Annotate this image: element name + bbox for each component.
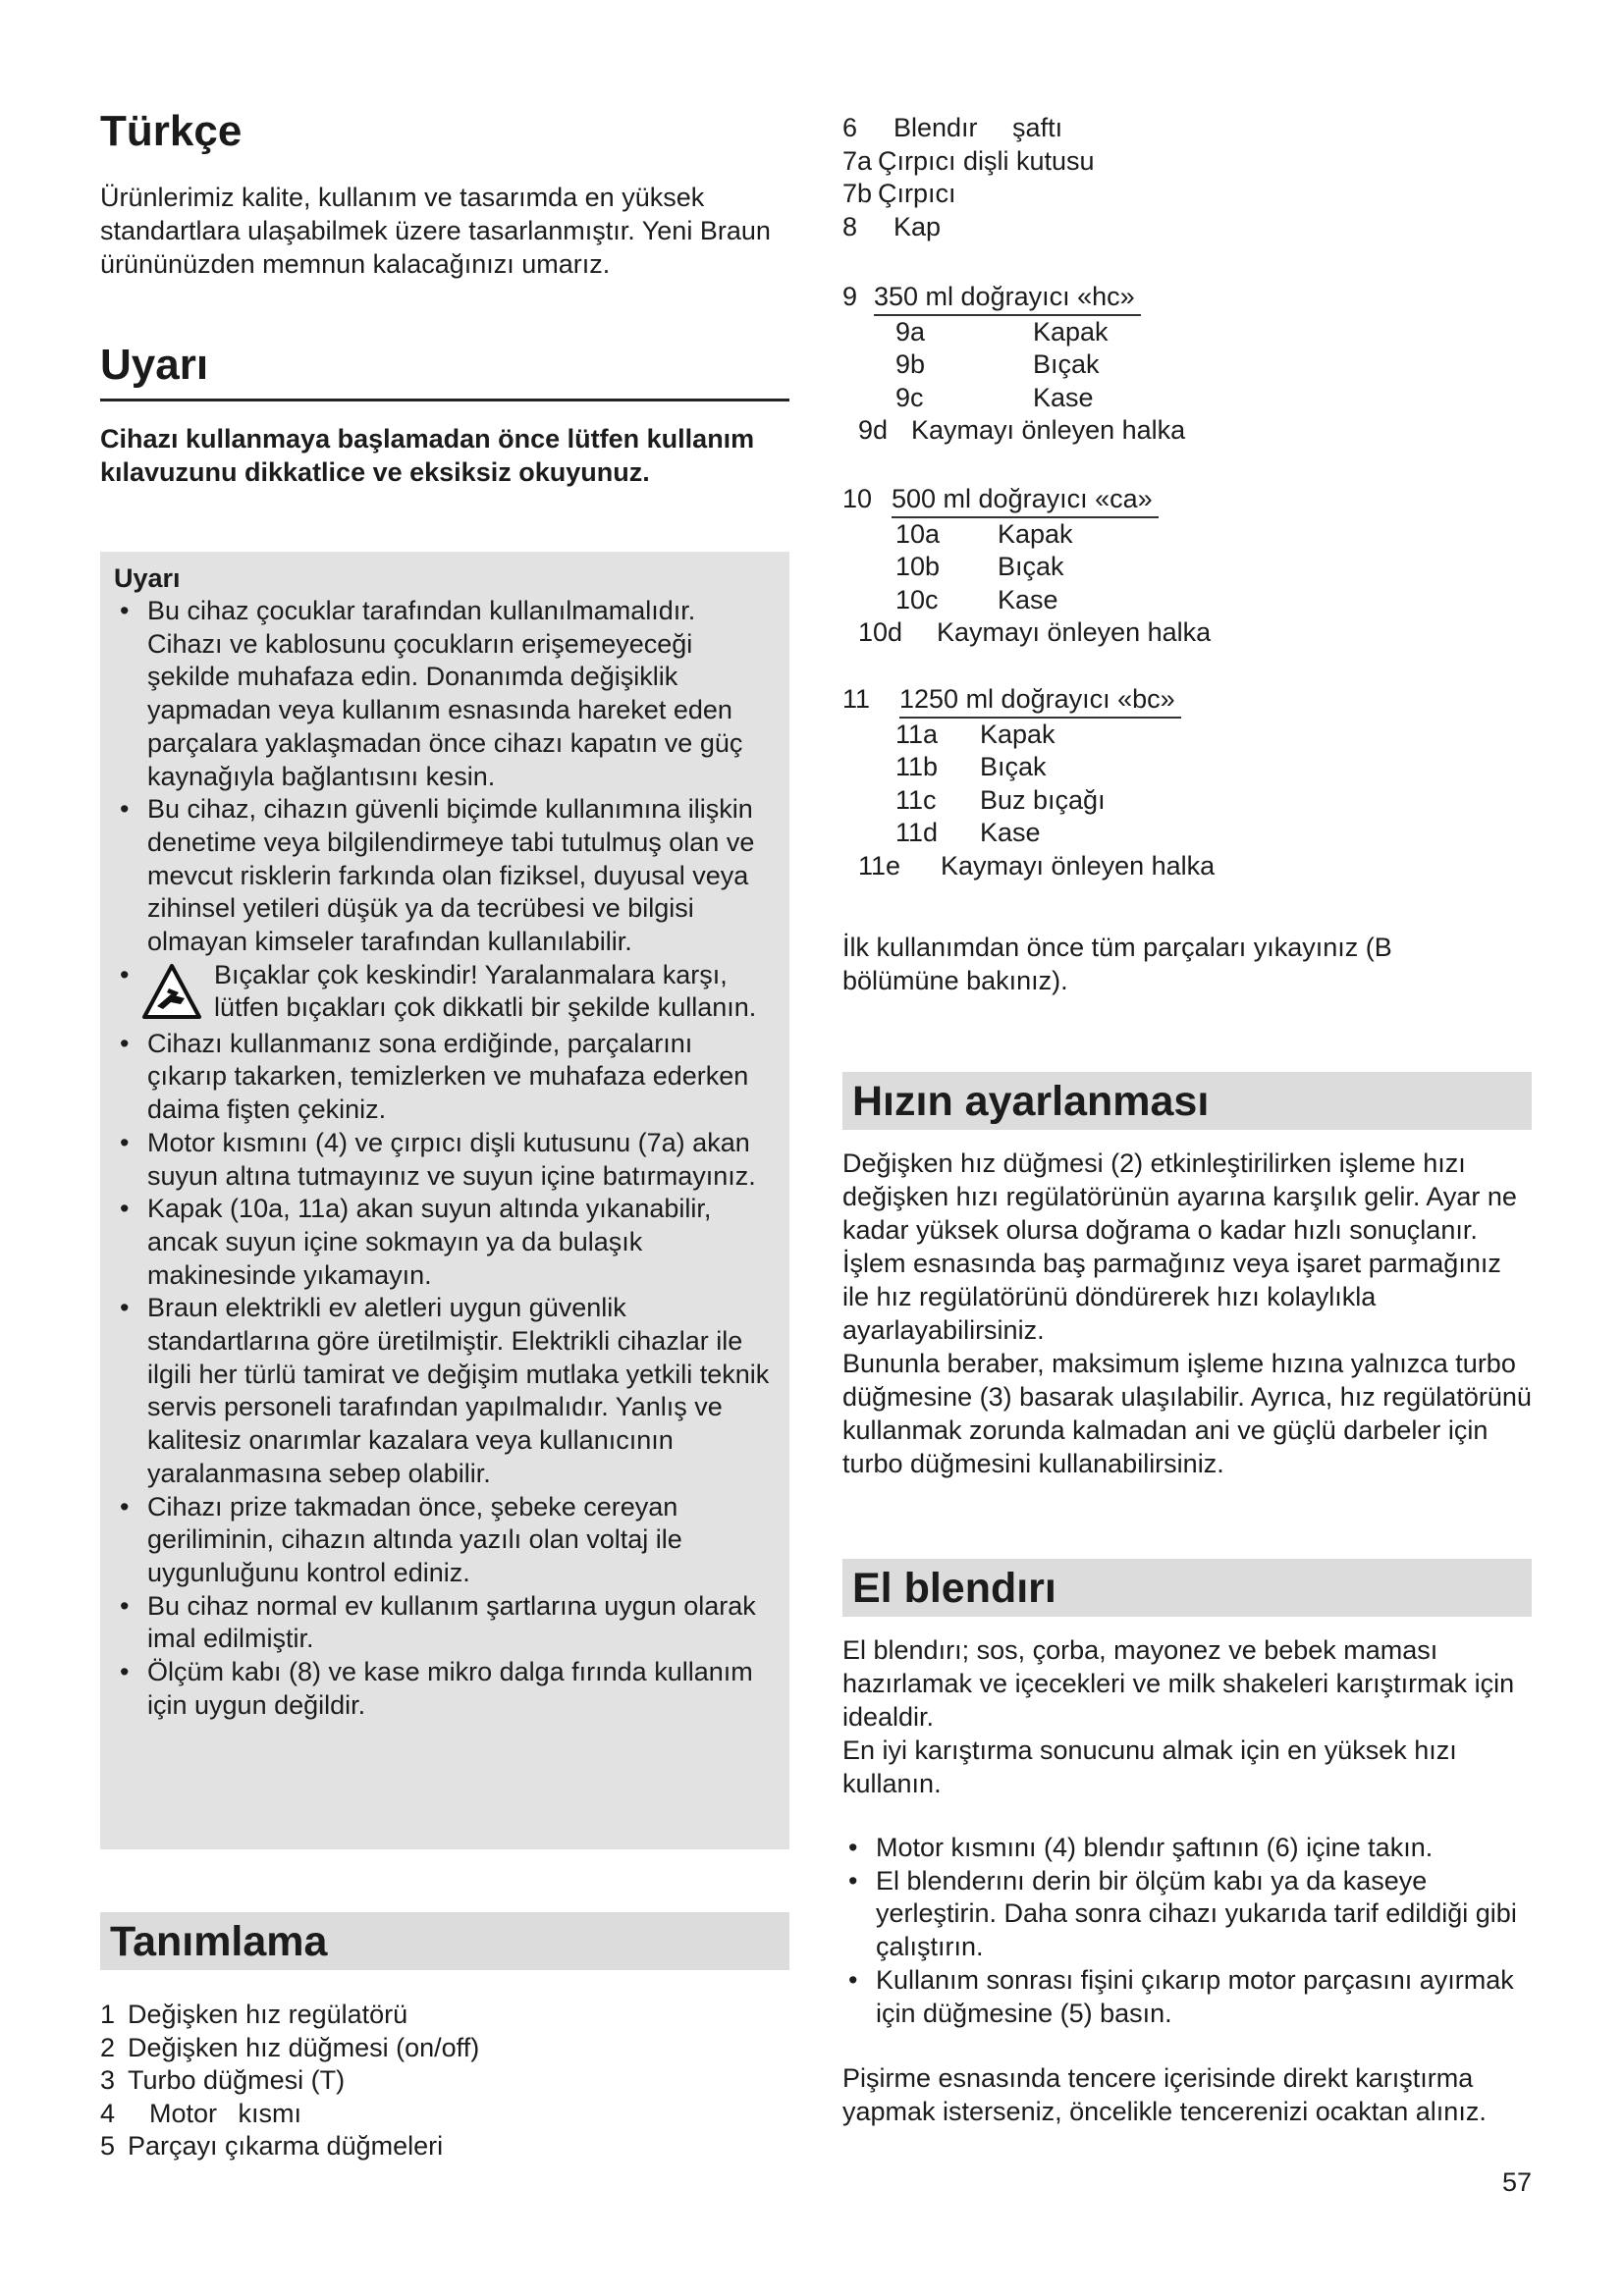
list-item: • El blenderını derin bir ölçüm kabı ya da kaseye yerleştirin. Daha sonra cihazı yukarıda tarif edildiği gibi çalıştırın.	[842, 1865, 1532, 1964]
list-item: 4 Motor kısmı	[100, 2098, 302, 2128]
list-item: 9b Bıçak	[895, 349, 1100, 380]
speed-text-2: Bununla beraber, maksimum işleme hızına yalnızca turbo düğmesine (3) basarak ulaşılabilir. Ayrıca, hız regülatörünü kullanmak zorunda kalmadan ani ve güçlü darbeler için turbo düğmesini kullanabilirsiniz.	[842, 1349, 1532, 1478]
list-item: • Bu cihaz çocuklar tarafından kullanılmamalıdır. Cihazı ve kablosunu çocukların erişemeyeceği şekilde muhafaza edin. Donanımda değişiklik yapmadan veya kullanım esnasında hareket eden parçalara yaklaşmadan önce cihazı kapatın ve güç kaynağıyla bağlantısını kesin.	[114, 595, 776, 793]
speed-section	[842, 1147, 1532, 1480]
warning-list	[114, 595, 776, 1723]
blender-list	[842, 1832, 1532, 2030]
list-item: 11b Bıçak	[895, 752, 1047, 782]
list-item: 6 Blendır şaftı	[842, 113, 1063, 142]
chopper-11-title: 1250 ml doğrayıcı «bc»	[899, 683, 1181, 719]
list-item: • Cihazı prize takmadan önce, şebeke cereyan geriliminin, cihazın altında yazılı olan voltaj ile uygunluğunu kontrol ediniz.	[114, 1491, 776, 1590]
list-item: 11a Kapak	[895, 719, 1056, 749]
parts-list-top	[842, 112, 1530, 243]
blender-text-2: En iyi karıştırma sonucunu almak için en yüksek hızı kullanın.	[842, 1735, 1457, 1798]
list-item: • Kullanım sonrası fişini çıkarıp motor parçasını ayırmak için düğmesine (5) basın.	[842, 1964, 1532, 2030]
blender-section	[842, 1633, 1532, 1800]
list-item: • Braun elektrikli ev aletleri uygun güvenlik standartlarına göre üretilmiştir. Elektrikli cihazlar ile ilgili her türlü tamirat ve değişim mutlaka yetkili teknik servis personeli tarafından yapılmalıdır. Yanlış ve kalitesiz onarımlar kazalara veya kullanıcının yaralanmasına sebep olabilir.	[114, 1292, 776, 1490]
list-item: • Motor kısmını (4) blendır şaftının (6) içine takın.	[842, 1832, 1532, 1865]
speed-heading: Hızın ayarlanması	[842, 1072, 1532, 1130]
warning-box	[100, 552, 789, 1849]
chopper-9-title: 350 ml doğrayıcı «hc»	[874, 281, 1141, 316]
chopper-10-title: 500 ml doğrayıcı «ca»	[892, 483, 1159, 518]
list-item: 11d Kase	[895, 818, 1041, 848]
warning-heading-block	[100, 342, 789, 401]
list-item: 2 Değişken hız düğmesi (on/off)	[100, 2032, 480, 2062]
intro-paragraph: Ürünlerimiz kalite, kullanım ve tasarımda en yüksek standartlara ulaşabilmek üzere tasarlanmıştır. Yeni Braun ürününüzden memnun kalacağınızı umarız.	[100, 183, 771, 279]
list-item: 11e Kaymayı önleyen halka	[858, 850, 1216, 881]
list-item	[114, 959, 776, 1025]
warning-bold-text: Cihazı kullanmaya başlamadan önce lütfen kullanım kılavuzunu dikkatlice ve eksiksiz okuyunuz.	[100, 424, 755, 487]
list-item: 9d Kaymayı önleyen halka	[858, 415, 1186, 446]
list-item: 7a Çırpıcı dişli kutusu	[842, 145, 1095, 176]
chopper-11-group: 11 1250 ml doğrayıcı «bc» 11a Kapak 11b Bıçak 11c Buz bıçağı 11d Kase 11e Kaymayı önleyen halka	[842, 683, 1530, 883]
speed-text: Değişken hız düğmesi (2) etkinleştirilirken işleme hızı değişken hızı regülatörünün ayarına karşılık gelir. Ayar ne kadar yüksek olursa doğrama o kadar hızlı sonuçlanır. İşlem esnasında baş parmağınız veya işaret parmağınız ile hız regülatörünü döndürerek hızı kolaylıkla ayarlayabilirsiniz.	[842, 1148, 1517, 1345]
cooking-note: Pişirme esnasında tencere içerisinde direkt karıştırma yapmak isterseniz, öncelikle tencerenizi ocaktan alınız.	[842, 2063, 1487, 2126]
chopper-10-group: 10 500 ml doğrayıcı «ca» 10a Kapak 10b Bıçak 10c Kase 10d Kaymayı önleyen halka	[842, 483, 1530, 650]
list-item: 1 Değişken hız regülatörü	[100, 2000, 408, 2029]
list-item: • Motor kısmını (4) ve çırpıcı dişli kutusunu (7a) akan suyun altına tutmayınız ve suyun içine batırmayınız.	[114, 1127, 776, 1193]
list-item: 10a Kapak	[895, 518, 1073, 549]
list-item: • Ölçüm kabı (8) ve kase mikro dalga fırında kullanım için uygun değildir.	[114, 1656, 776, 1722]
list-item: • Bu cihaz, cihazın güvenli biçimde kullanımına ilişkin denetime veya bilgilendirmeye tabi tutulmuş olan ve mevcut risklerin farkında olan fiziksel, duyusal veya zihinsel yetileri düşük ya da tecrübesi ve bilgisi olmayan kimseler tarafından kullanılabilir.	[114, 793, 776, 959]
page-number: 57	[1501, 2167, 1532, 2197]
list-item: 10c Kase	[895, 584, 1058, 614]
wash-note: İlk kullanımdan önce tüm parçaları yıkayınız (B bölümüne bakınız).	[842, 933, 1392, 995]
blade-warning-text: Bıçaklar çok keskindir! Yaralanmalara karşı, lütfen bıçakları çok dikkatli bir şekilde kullanın.	[214, 959, 757, 1023]
blade-warning-icon	[141, 963, 206, 1028]
list-item: 10d Kaymayı önleyen halka	[858, 617, 1212, 648]
blender-text: El blendırı; sos, çorba, mayonez ve bebek maması hazırlamak ve içecekleri ve milk shakeleri karıştırmak için idealdir.	[842, 1635, 1515, 1732]
warning-heading: Uyarı	[100, 341, 209, 389]
list-item: 7b Çırpıcı	[842, 179, 956, 209]
page-title: Türkçe	[100, 107, 243, 155]
list-item: 8 Kap	[842, 211, 942, 241]
list-item: • Cihazı kullanmanız sona erdiğinde, parçalarını çıkarıp takarken, temizlerken ve muhafaza ederken daima fişten çekiniz.	[114, 1028, 776, 1127]
list-item: 9a Kapak	[895, 316, 1109, 347]
chopper-9-group: 9 350 ml doğrayıcı «hc» 9a Kapak 9b Bıçak 9c Kase 9d Kaymayı önleyen halka	[842, 281, 1530, 448]
tanimlama-list	[100, 1999, 787, 2163]
list-item: 11c Buz bıçağı	[895, 784, 1106, 815]
blender-heading: El blendırı	[842, 1559, 1532, 1617]
list-item: • Kapak (10a, 11a) akan suyun altında yıkanabilir, ancak suyun içine sokmayın ya da bulaşık makinesinde yıkamayın.	[114, 1193, 776, 1292]
list-item: • Bu cihaz normal ev kullanım şartlarına uygun olarak imal edilmiştir.	[114, 1590, 776, 1656]
warning-box-title: Uyarı	[114, 563, 181, 593]
list-item: 5 Parçayı çıkarma düğmeleri	[100, 2131, 444, 2162]
tanimlama-heading: Tanımlama	[100, 1912, 789, 1970]
list-item: 3 Turbo düğmesi (T)	[100, 2065, 346, 2096]
list-item: 9c Kase	[895, 382, 1094, 412]
list-item: 10b Bıçak	[895, 552, 1064, 582]
